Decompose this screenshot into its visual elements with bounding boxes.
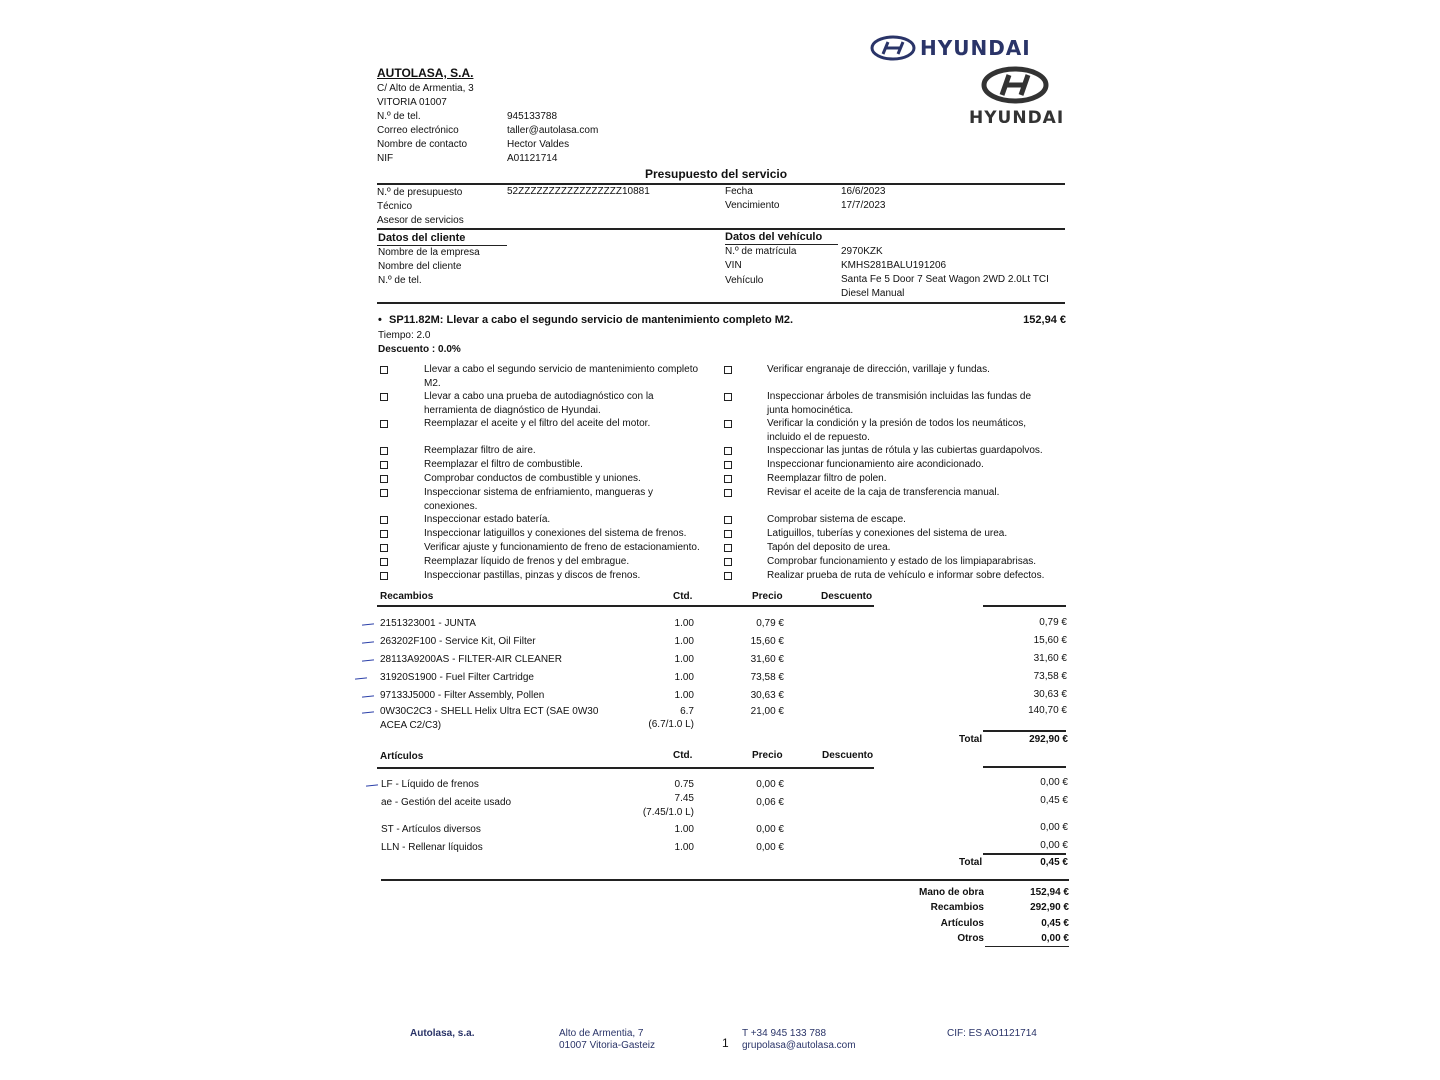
part-name: 0W30C2C3 - SHELL Helix Ultra ECT (SAE 0W30 [380,706,599,717]
checkbox[interactable] [724,393,732,401]
checklist-item-left: Reemplazar líquido de frenos y del embrague. [424,556,630,567]
divider [985,946,1069,947]
part-price: 73,58 € [750,672,784,683]
part-qty: 1.00 [674,654,694,665]
checkbox[interactable] [724,447,732,455]
checkbox[interactable] [724,489,732,497]
parts-total-value: 292,90 € [1029,734,1068,745]
divider [377,302,1065,304]
dealer-email-label: Correo electrónico [377,125,459,136]
hyundai-side-logo [965,66,1065,130]
checklist-item-right: Inspeccionar funcionamiento aire acondicionado. [767,459,984,470]
checklist-item-right: Latiguillos, tuberías y conexiones del sistema de urea. [767,528,1008,539]
article-qty: 7.45 [674,793,694,804]
expiry-value: 17/7/2023 [841,200,886,211]
summary-label: Mano de obra [918,887,984,898]
checkbox[interactable] [380,572,388,580]
checklist-item-left: Llevar a cabo el segundo servicio de mantenimiento completo [424,364,699,375]
part-total: 140,70 € [1028,705,1067,716]
checklist-item-left: Inspeccionar sistema de enfriamiento, mangueras y [424,487,654,498]
divider [377,767,874,769]
checkbox[interactable] [380,544,388,552]
checklist-item-right: Verificar engranaje de dirección, varillaje y fundas. [767,364,990,375]
checklist-item-left: Comprobar conductos de combustible y uniones. [424,473,641,484]
part-total: 73,58 € [1033,671,1067,682]
dealer-address-line-1: C/ Alto de Armentia, 3 [377,83,474,94]
checkbox[interactable] [380,475,388,483]
checklist-item-left: Reemplazar filtro de aire. [424,445,536,456]
checkbox[interactable] [724,558,732,566]
footer-address-1: Alto de Armentia, 7 [559,1028,644,1039]
articles-total-label: Total [959,857,983,868]
divider [983,853,1066,855]
article-total: 0,00 € [1040,840,1068,851]
dealer-name: AUTOLASA, S.A. [377,66,474,80]
parts-header-name: Recambios [380,591,434,602]
checklist-item-left: Reemplazar el aceite y el filtro del aceite del motor. [424,418,651,429]
date-label: Fecha [725,186,753,197]
budget-number-value: 52ZZZZZZZZZZZZZZZZZ10881 [507,186,650,197]
checkbox[interactable] [380,489,388,497]
vehicle-heading: Datos del vehículo [725,231,823,243]
plate-value: 2970KZK [841,246,883,257]
dealer-contact-value: Hector Valdes [507,139,570,150]
date-value: 16/6/2023 [841,186,886,197]
part-price: 21,00 € [750,706,784,717]
service-title: SP11.82M: Llevar a cabo el segundo servicio de mantenimiento completo M2. [389,314,794,326]
footer-cif: CIF: ES AO1121714 [947,1028,1037,1039]
part-name: 263202F100 - Service Kit, Oil Filter [380,636,536,647]
parts-header-discount: Descuento [821,591,873,602]
dealer-phone-value: 945133788 [507,111,558,122]
checkbox[interactable] [380,393,388,401]
divider [377,245,507,246]
service-discount: Descuento : 0.0% [378,344,461,355]
checklist-item-left: M2. [424,378,441,389]
divider [983,730,1066,732]
divider [377,183,1065,185]
dealer-nif-value: A01121714 [507,153,558,164]
article-name: LF - Líquido de frenos [381,779,479,790]
part-name: 28113A9200AS - FILTER-AIR CLEANER [380,654,562,665]
part-total: 31,60 € [1033,653,1067,664]
checklist-item-right: Realizar prueba de ruta de vehículo e informar sobre defectos. [767,570,1045,581]
checklist-item-right: incluido el de repuesto. [767,432,870,443]
checkbox[interactable] [724,516,732,524]
article-qty: 0.75 [674,779,694,790]
checklist-item-right: Tapón del deposito de urea. [767,542,891,553]
checkbox[interactable] [724,366,732,374]
hyundai-side-logo-text: HYUNDAI [969,108,1065,128]
article-name: ST - Artículos diversos [381,824,481,835]
service-time: Tiempo: 2.0 [378,330,431,341]
summary-value: 292,90 € [1030,902,1069,913]
client-heading: Datos del cliente [378,232,466,244]
checklist-item-left: Inspeccionar estado batería. [424,514,551,525]
checklist-item-right: Reemplazar filtro de polen. [767,473,887,484]
articles-header-price: Precio [752,750,783,761]
part-qty: 1.00 [674,636,694,647]
service-bullet: • [378,314,382,326]
document-title: Presupuesto del servicio [645,167,788,181]
vin-value: KMHS281BALU191206 [841,260,947,271]
part-name: 97133J5000 - Filter Assembly, Pollen [380,690,545,701]
hyundai-top-logo [870,34,1040,62]
dealer-phone-label: N.º de tel. [377,111,421,122]
checklist-item-left: Reemplazar el filtro de combustible. [424,459,583,470]
summary-value: 152,94 € [1030,887,1069,898]
summary-value: 0,45 € [1041,918,1069,929]
summary-label: Artículos [940,918,984,929]
part-total: 15,60 € [1033,635,1067,646]
checklist-item-left: Inspeccionar latiguillos y conexiones del sistema de frenos. [424,528,687,539]
checklist-item-left: Llevar a cabo una prueba de autodiagnóstico con la [424,391,654,402]
checklist-item-left: herramienta de diagnóstico de Hyundai. [424,405,601,416]
summary-label: Recambios [930,902,984,913]
checkbox[interactable] [380,516,388,524]
footer-company: Autolasa, s.a. [410,1028,475,1039]
checklist-item-right: Inspeccionar árboles de transmisión incluidas las fundas de [767,391,1032,402]
article-total: 0,00 € [1040,822,1068,833]
vehicle-label: Vehículo [725,275,764,286]
part-price: 15,60 € [750,636,784,647]
checkbox[interactable] [724,475,732,483]
footer-phone: T +34 945 133 788 [742,1028,827,1039]
article-price: 0,00 € [756,824,784,835]
expiry-label: Vencimiento [725,200,780,211]
service-advisor-label: Asesor de servicios [377,215,464,226]
handwritten-tick-mark [362,623,374,625]
articles-header-discount: Descuento [822,750,874,761]
footer-address-2: 01007 Vitoria-Gasteiz [559,1040,655,1051]
checkbox[interactable] [724,544,732,552]
hyundai-emblem-icon [980,66,1050,104]
checkbox[interactable] [380,366,388,374]
checklist-item-left: conexiones. [424,501,478,512]
divider [377,605,874,607]
vehicle-value-line-2: Diesel Manual [841,288,905,299]
checklist-item-left: Inspeccionar pastillas, pinzas y discos de frenos. [424,570,641,581]
article-total: 0,45 € [1040,795,1068,806]
checklist-item-right: Comprobar sistema de escape. [767,514,906,525]
handwritten-tick-mark [362,659,374,661]
divider [983,605,1066,607]
dealer-nif-label: NIF [377,153,394,164]
checkbox[interactable] [724,572,732,580]
divider [983,766,1066,768]
vin-label: VIN [725,260,742,271]
articles-header-qty: Ctd. [673,750,693,761]
article-price: 0,06 € [756,797,784,808]
parts-header-qty: Ctd. [673,591,693,602]
part-price: 0,79 € [756,618,784,629]
divider [725,244,838,245]
hyundai-oval-icon [870,35,916,61]
part-total: 30,63 € [1033,689,1067,700]
checkbox[interactable] [724,461,732,469]
summary-label: Otros [957,933,984,944]
part-qty: 6.7 [680,706,694,717]
checkbox[interactable] [724,530,732,538]
checkbox[interactable] [380,558,388,566]
part-name: 31920S1900 - Fuel Filter Cartridge [380,672,534,683]
handwritten-tick-mark [362,711,374,713]
part-total: 0,79 € [1039,617,1067,628]
checklist-item-right: Revisar el aceite de la caja de transferencia manual. [767,487,1000,498]
checkbox[interactable] [724,420,732,428]
checklist-item-right: Inspeccionar las juntas de rótula y las cubiertas guardapolvos. [767,445,1043,456]
article-qty: 1.00 [674,824,694,835]
divider [381,879,1069,881]
article-price: 0,00 € [756,842,784,853]
handwritten-tick-mark [366,784,378,786]
hyundai-top-logo-text: HYUNDAI [920,36,1031,60]
handwritten-tick-mark [355,677,367,679]
checklist-item-left: Verificar ajuste y funcionamiento de freno de estacionamiento. [424,542,700,553]
checklist-item-right: junta homocinética. [767,405,854,416]
articles-header-name: Artículos [380,751,424,762]
part-name: 2151323001 - JUNTA [380,618,476,629]
handwritten-tick-mark [362,695,374,697]
article-qty: 1.00 [674,842,694,853]
checkbox[interactable] [380,461,388,469]
part-price: 30,63 € [750,690,784,701]
technician-label: Técnico [377,201,413,212]
client-name-label: Nombre del cliente [378,261,462,272]
part-name-line-2: ACEA C2/C3) [380,720,442,731]
checkbox[interactable] [380,447,388,455]
vehicle-value: Santa Fe 5 Door 7 Seat Wagon 2WD 2.0Lt TCI [841,274,1049,285]
page-number: 1 [722,1036,729,1050]
client-company-label: Nombre de la empresa [378,247,480,258]
checklist-item-right: Comprobar funcionamiento y estado de los limpiaparabrisas. [767,556,1037,567]
part-qty-detail: (6.7/1.0 L) [648,719,694,730]
dealer-address-line-2: VITORIA 01007 [377,97,447,108]
article-qty-detail: (7.45/1.0 L) [642,807,694,818]
parts-total-label: Total [959,734,983,745]
dealer-contact-label: Nombre de contacto [377,139,468,150]
client-phone-label: N.º de tel. [378,275,422,286]
part-qty: 1.00 [674,672,694,683]
parts-header-price: Precio [752,591,783,602]
budget-number-label: N.º de presupuesto [377,187,463,198]
dealer-email-value: taller@autolasa.com [507,125,599,136]
article-name: ae - Gestión del aceite usado [381,797,512,808]
handwritten-tick-mark [362,641,374,643]
divider [377,228,1065,230]
part-price: 31,60 € [750,654,784,665]
part-qty: 1.00 [674,690,694,701]
summary-value: 0,00 € [1041,933,1069,944]
articles-total-value: 0,45 € [1040,857,1068,868]
checkbox[interactable] [380,530,388,538]
article-name: LLN - Rellenar líquidos [381,842,483,853]
plate-label: N.º de matrícula [725,246,797,257]
part-qty: 1.00 [674,618,694,629]
checklist-item-right: Verificar la condición y la presión de todos los neumáticos, [767,418,1027,429]
checkbox[interactable] [380,420,388,428]
article-price: 0,00 € [756,779,784,790]
article-total: 0,00 € [1040,777,1068,788]
footer-email: grupolasa@autolasa.com [742,1040,856,1051]
service-price: 152,94 € [1023,314,1066,326]
